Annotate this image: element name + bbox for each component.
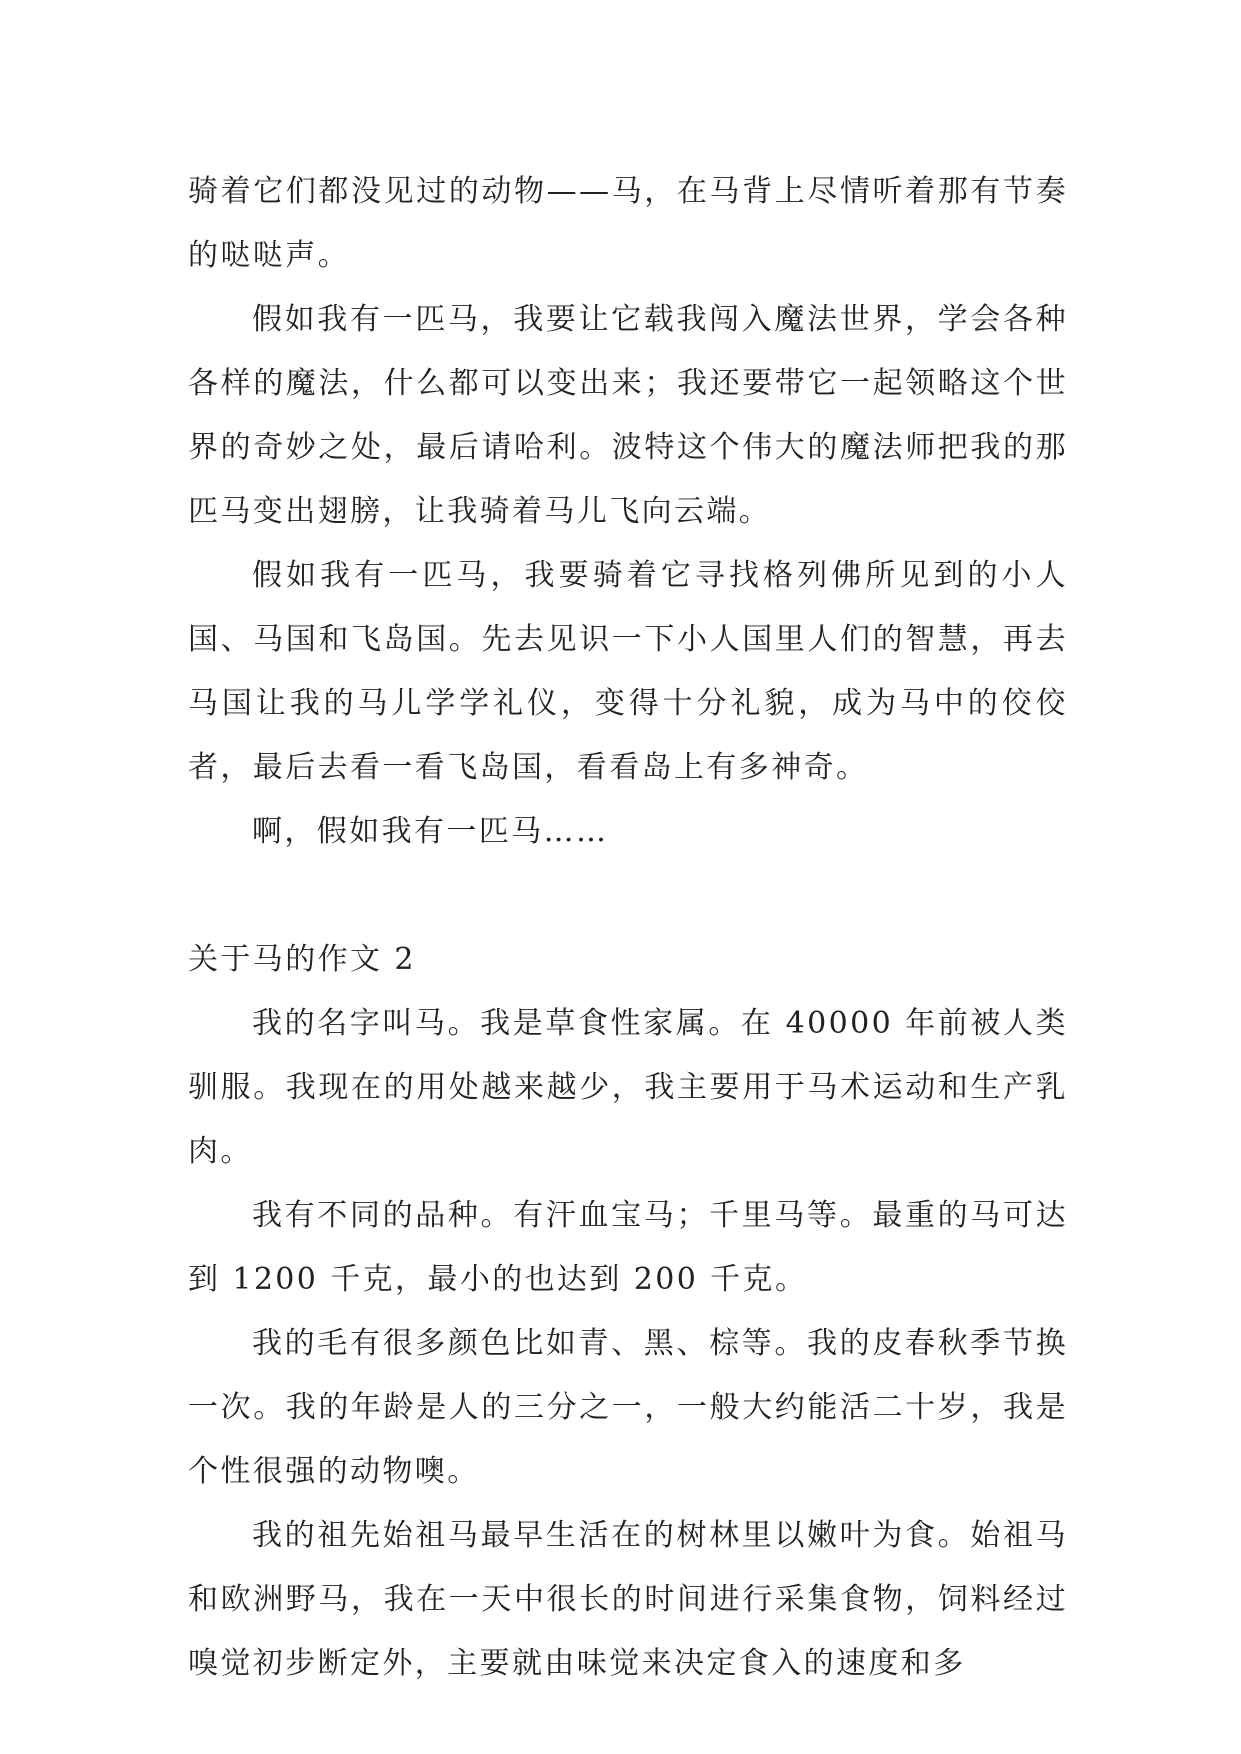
essay2-paragraph: 我的名字叫马。我是草食性家属。在 40000 年前被人类驯服。我现在的用处越来越少，我主要用于马术运动和生产乳肉。: [188, 1006, 1068, 1169]
essay2-paragraph: 我的毛有很多颜色比如青、黑、棕等。我的皮春秋季节换一次。我的年龄是人的三分之一，一般大约能活二十岁，我是个性很强的动物噢。: [188, 1326, 1068, 1489]
essay1-paragraph: 假如我有一匹马，我要骑着它寻找格列佛所见到的小人国、马国和飞岛国。先去见识一下小人国里人们的智慧，再去马国让我的马儿学学礼仪，变得十分礼貌，成为马中的佼佼者，最后去看一看飞岛国，看看岛上有多神奇。: [188, 558, 1068, 785]
document-body: [188, 160, 1068, 1696]
continuation-paragraph: 骑着它们都没见过的动物——马，在马背上尽情听着那有节奏的哒哒声。: [188, 174, 1068, 273]
essay2-paragraph: 我的祖先始祖马最早生活在的树林里以嫩叶为食。始祖马和欧洲野马，我在一天中很长的时间进行采集食物，饲料经过嗅觉初步断定外，主要就由味觉来决定食入的速度和多: [188, 1518, 1068, 1681]
essay2-title: 关于马的作文 2: [188, 942, 416, 977]
essay1-paragraph: 假如我有一匹马，我要让它载我闯入魔法世界，学会各种各样的魔法，什么都可以变出来；我还要带它一起领略这个世界的奇妙之处，最后请哈利。波特这个伟大的魔法师把我的那匹马变出翅膀，让我骑着马儿飞向云端。: [188, 302, 1068, 529]
essay2-paragraph: 我有不同的品种。有汗血宝马；千里马等。最重的马可达到 1200 千克，最小的也达到 200 千克。: [188, 1198, 1068, 1297]
essay1-paragraph: 啊，假如我有一匹马……: [252, 814, 609, 849]
